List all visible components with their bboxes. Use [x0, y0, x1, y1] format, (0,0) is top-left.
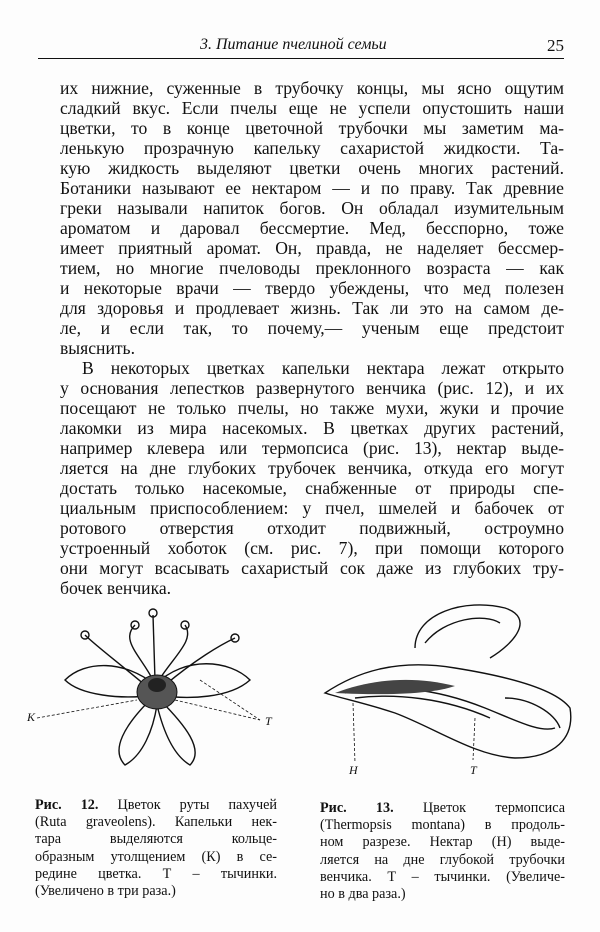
- text-line: например клевера или термопсиса (рис. 13), нектар выде-: [60, 438, 564, 458]
- running-header: [38, 36, 564, 59]
- text-line: посещают не только пчелы, но также мухи, жуки и прочие: [60, 398, 564, 418]
- label-t: Т: [470, 763, 477, 777]
- text-line: их нижние, суженные в трубочку концы, мы ясно ощутим: [60, 78, 564, 98]
- text-line: у основания лепестков развернутого венчика (рис. 12), и их: [60, 378, 564, 398]
- figure-13-thermopsis-flower: [315, 598, 580, 783]
- text-line: греки называли напиток богов. Он обладал изумительным: [60, 198, 564, 218]
- text-line: ляется на дне глубоких трубочек венчика, откуда его могут: [60, 458, 564, 478]
- caption-text: Цветок термопсиса: [422, 800, 566, 816]
- chapter-title: 3. Питание пчелиной семьи: [200, 36, 387, 53]
- caption-line: образным утолщением (К) в се-: [35, 848, 277, 865]
- label-h: Н: [349, 763, 358, 777]
- caption-line: (Увеличено в три раза.): [35, 883, 176, 900]
- text-line: достать только насекомые, снабженные от природы спе-: [60, 478, 564, 498]
- paragraph-1: [60, 78, 564, 358]
- text-line: имеет приятный аромат. Он, правда, не наделяет бессмер-: [60, 238, 564, 258]
- text-line: лакомки из мира насекомых. В цветках других растений,: [60, 418, 564, 438]
- ruta-flower-illustration: [25, 600, 285, 780]
- caption-line: [320, 800, 565, 817]
- caption-line: редине цветка. Т – тычинки.: [35, 865, 277, 882]
- figure-13-caption: [320, 800, 565, 903]
- caption-line: венчика. Т – тычинки. (Увеличе-: [320, 868, 565, 885]
- text-line: сладкий вкус. Если пчелы еще не успели опустошить наши: [60, 98, 564, 118]
- text-line: кую жидкость выделяют цветки очень многих растений.: [60, 158, 564, 178]
- caption-line: но в два раза.): [320, 886, 406, 903]
- thermopsis-flower-illustration: [315, 598, 580, 783]
- text-line: ле, и если так, то почему,— ученым еще предстоит: [60, 318, 564, 338]
- text-line: они могут всасывать сахаристый сок даже из глубоких тру-: [60, 558, 564, 578]
- caption-line: ном разрезе. Нектар (Н) выде-: [320, 834, 565, 851]
- caption-line: ляется на дне глубокой трубочки: [320, 851, 565, 868]
- text-line: для здоровья и продлевает жизнь. Так ли это на самом де-: [60, 298, 564, 318]
- text-line: тием, но многие пчеловоды преклонного возраста — как: [60, 258, 564, 278]
- paragraph-2: [60, 358, 564, 598]
- caption-label: Рис. 12.: [35, 797, 99, 813]
- text-line: и некоторые врачи — твердо убеждены, что мед полезен: [60, 278, 564, 298]
- caption-label: Рис. 13.: [320, 800, 394, 816]
- figure-12-ruta-flower: [25, 600, 285, 780]
- figure-12-caption: [35, 797, 277, 900]
- text-line: ароматом и даровал бессмертие. Мед, бесспорно, тоже: [60, 218, 564, 238]
- caption-text: Цветок руты пахучей: [117, 797, 277, 813]
- caption-line: (Thermopsis montana) в продоль-: [320, 817, 565, 834]
- text-line: циальным приспособлением: у пчел, шмелей и бабочек от: [60, 498, 564, 518]
- label-k: К: [27, 710, 35, 724]
- body-text: [60, 78, 564, 598]
- label-t: Т: [265, 714, 272, 728]
- text-line: ротового отверстия отходит подвижный, остроумно: [60, 518, 564, 538]
- text-line: цветки, то в конце цветочной трубочки мы заметим ма-: [60, 118, 564, 138]
- text-line: выяснить.: [60, 338, 135, 358]
- text-line: бочек венчика.: [60, 578, 172, 598]
- text-line: В некоторых цветках капельки нектара лежат открыто: [82, 358, 564, 378]
- page-number: 25: [547, 36, 564, 55]
- text-line: устроенный хоботок (см. рис. 7), при помощи которого: [60, 538, 564, 558]
- text-line: ленькую прозрачную капельку сахаристой жидкости. Та-: [60, 138, 564, 158]
- caption-line: [35, 797, 277, 814]
- text-line: Ботаники называют ее нектаром — и по праву. Так древние: [60, 178, 564, 198]
- caption-line: тара выделяются кольце-: [35, 831, 277, 848]
- caption-line: (Ruta graveolens). Капельки нек-: [35, 814, 277, 831]
